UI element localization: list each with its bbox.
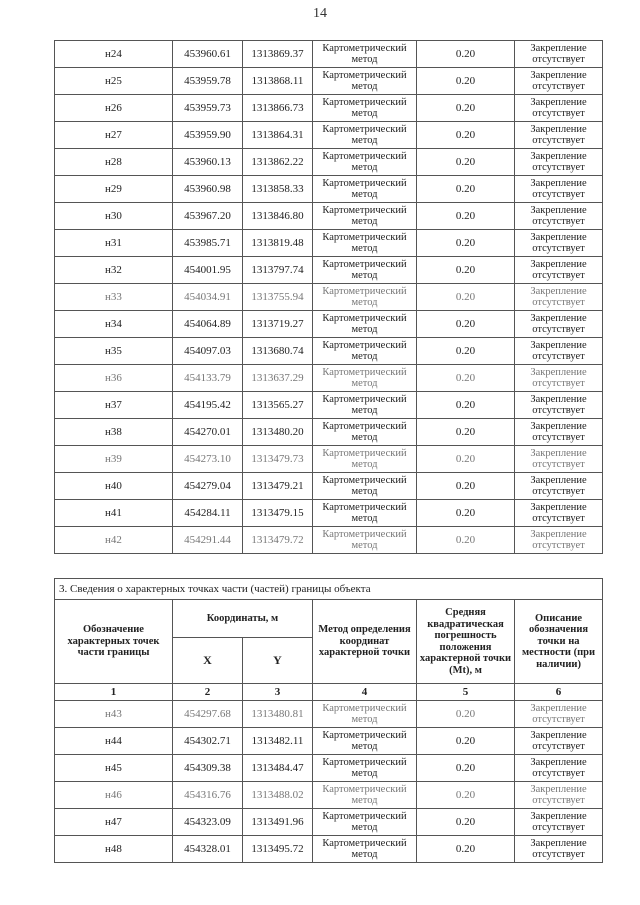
column-number: 2 — [173, 684, 243, 701]
accuracy-cell: 0.20 — [417, 95, 515, 122]
point-id: н39 — [55, 446, 173, 473]
table-row — [55, 809, 603, 836]
table-row — [55, 419, 603, 446]
point-id: н33 — [55, 284, 173, 311]
table-row — [55, 95, 603, 122]
coordinate-y: 1313637.29 — [243, 365, 313, 392]
accuracy-cell: 0.20 — [417, 311, 515, 338]
point-id: н41 — [55, 500, 173, 527]
coordinate-y: 1313479.73 — [243, 446, 313, 473]
accuracy-cell: 0.20 — [417, 122, 515, 149]
fixation-cell: Закрепление отсутствует — [515, 701, 603, 728]
table-row — [55, 41, 603, 68]
fixation-cell: Закрепление отсутствует — [515, 284, 603, 311]
coordinate-y: 1313565.27 — [243, 392, 313, 419]
fixation-cell: Закрепление отсутствует — [515, 527, 603, 554]
accuracy-cell: 0.20 — [417, 230, 515, 257]
table-row — [55, 257, 603, 284]
points-table-body — [55, 41, 603, 554]
point-id: н43 — [55, 701, 173, 728]
header-description: Описание обозначения точки на местности (при наличии) — [515, 600, 603, 684]
accuracy-cell: 0.20 — [417, 809, 515, 836]
coordinate-y: 1313869.37 — [243, 41, 313, 68]
accuracy-cell: 0.20 — [417, 782, 515, 809]
coordinate-x: 454323.09 — [173, 809, 243, 836]
table-row — [55, 527, 603, 554]
accuracy-cell: 0.20 — [417, 473, 515, 500]
method-cell: Картометрический метод — [313, 257, 417, 284]
coordinate-x: 453960.13 — [173, 149, 243, 176]
method-cell: Картометрический метод — [313, 311, 417, 338]
coordinate-x: 454328.01 — [173, 836, 243, 863]
table-row — [55, 473, 603, 500]
coordinate-x: 453985.71 — [173, 230, 243, 257]
method-cell: Картометрический метод — [313, 230, 417, 257]
method-cell: Картометрический метод — [313, 782, 417, 809]
method-cell: Картометрический метод — [313, 41, 417, 68]
method-cell: Картометрический метод — [313, 500, 417, 527]
method-cell: Картометрический метод — [313, 446, 417, 473]
column-number: 4 — [313, 684, 417, 701]
coordinate-x: 454001.95 — [173, 257, 243, 284]
coordinate-y: 1313480.20 — [243, 419, 313, 446]
coordinate-x: 453959.73 — [173, 95, 243, 122]
point-id: н26 — [55, 95, 173, 122]
coordinate-y: 1313819.48 — [243, 230, 313, 257]
method-cell: Картометрический метод — [313, 473, 417, 500]
point-id: н40 — [55, 473, 173, 500]
header-coordinates: Координаты, м — [173, 600, 313, 638]
part-boundary-points-table — [54, 578, 603, 863]
fixation-cell: Закрепление отсутствует — [515, 500, 603, 527]
table-row — [55, 68, 603, 95]
point-id: н29 — [55, 176, 173, 203]
fixation-cell: Закрепление отсутствует — [515, 728, 603, 755]
accuracy-cell: 0.20 — [417, 701, 515, 728]
column-number: 5 — [417, 684, 515, 701]
method-cell: Картометрический метод — [313, 95, 417, 122]
accuracy-cell: 0.20 — [417, 338, 515, 365]
table-row — [55, 728, 603, 755]
table-row — [55, 122, 603, 149]
method-cell: Картометрический метод — [313, 419, 417, 446]
coordinate-x: 453967.20 — [173, 203, 243, 230]
accuracy-cell: 0.20 — [417, 284, 515, 311]
coordinate-y: 1313479.15 — [243, 500, 313, 527]
header-designation: Обозначение характерных точек части границы — [55, 600, 173, 684]
method-cell: Картометрический метод — [313, 203, 417, 230]
accuracy-cell: 0.20 — [417, 446, 515, 473]
accuracy-cell: 0.20 — [417, 203, 515, 230]
fixation-cell: Закрепление отсутствует — [515, 230, 603, 257]
point-id: н25 — [55, 68, 173, 95]
table-row — [55, 338, 603, 365]
accuracy-cell: 0.20 — [417, 527, 515, 554]
coordinate-x: 453959.78 — [173, 68, 243, 95]
fixation-cell: Закрепление отсутствует — [515, 41, 603, 68]
method-cell: Картометрический метод — [313, 365, 417, 392]
fixation-cell: Закрепление отсутствует — [515, 782, 603, 809]
point-id: н46 — [55, 782, 173, 809]
fixation-cell: Закрепление отсутствует — [515, 338, 603, 365]
coordinate-x: 454284.11 — [173, 500, 243, 527]
coordinate-y: 1313491.96 — [243, 809, 313, 836]
point-id: н48 — [55, 836, 173, 863]
fixation-cell: Закрепление отсутствует — [515, 95, 603, 122]
coordinate-x: 454064.89 — [173, 311, 243, 338]
table-row — [55, 755, 603, 782]
part-points-body — [55, 701, 603, 863]
fixation-cell: Закрепление отсутствует — [515, 176, 603, 203]
column-number-row — [55, 684, 603, 701]
coordinate-x: 454133.79 — [173, 365, 243, 392]
method-cell: Картометрический метод — [313, 755, 417, 782]
method-cell: Картометрический метод — [313, 338, 417, 365]
coordinate-y: 1313797.74 — [243, 257, 313, 284]
section-title: 3. Сведения о характерных точках части (частей) границы объекта — [55, 579, 603, 600]
method-cell: Картометрический метод — [313, 284, 417, 311]
fixation-cell: Закрепление отсутствует — [515, 257, 603, 284]
coordinate-y: 1313866.73 — [243, 95, 313, 122]
fixation-cell: Закрепление отсутствует — [515, 755, 603, 782]
coordinate-x: 454302.71 — [173, 728, 243, 755]
accuracy-cell: 0.20 — [417, 41, 515, 68]
coordinate-y: 1313868.11 — [243, 68, 313, 95]
table-row — [55, 176, 603, 203]
coordinate-y: 1313755.94 — [243, 284, 313, 311]
coordinate-y: 1313479.72 — [243, 527, 313, 554]
method-cell: Картометрический метод — [313, 836, 417, 863]
fixation-cell: Закрепление отсутствует — [515, 365, 603, 392]
table-row — [55, 284, 603, 311]
coordinate-x: 454034.91 — [173, 284, 243, 311]
points-table-continued — [54, 40, 603, 554]
method-cell: Картометрический метод — [313, 527, 417, 554]
fixation-cell: Закрепление отсутствует — [515, 203, 603, 230]
coordinate-y: 1313719.27 — [243, 311, 313, 338]
point-id: н28 — [55, 149, 173, 176]
header-accuracy: Средняя квадратическая погрешность положения характерной точки (Mt), м — [417, 600, 515, 684]
point-id: н37 — [55, 392, 173, 419]
method-cell: Картометрический метод — [313, 122, 417, 149]
page-number: 14 — [313, 6, 327, 21]
column-number: 6 — [515, 684, 603, 701]
coordinate-x: 454279.04 — [173, 473, 243, 500]
point-id: н44 — [55, 728, 173, 755]
coordinate-y: 1313862.22 — [243, 149, 313, 176]
header-y: Y — [243, 638, 313, 684]
coordinate-x: 453959.90 — [173, 122, 243, 149]
fixation-cell: Закрепление отсутствует — [515, 809, 603, 836]
point-id: н42 — [55, 527, 173, 554]
method-cell: Картометрический метод — [313, 68, 417, 95]
coordinate-x: 454309.38 — [173, 755, 243, 782]
coordinate-y: 1313864.31 — [243, 122, 313, 149]
coordinate-x: 454270.01 — [173, 419, 243, 446]
point-id: н24 — [55, 41, 173, 68]
method-cell: Картометрический метод — [313, 809, 417, 836]
method-cell: Картометрический метод — [313, 149, 417, 176]
accuracy-cell: 0.20 — [417, 500, 515, 527]
fixation-cell: Закрепление отсутствует — [515, 836, 603, 863]
accuracy-cell: 0.20 — [417, 149, 515, 176]
fixation-cell: Закрепление отсутствует — [515, 446, 603, 473]
table-row — [55, 701, 603, 728]
table-row — [55, 230, 603, 257]
point-id: н36 — [55, 365, 173, 392]
accuracy-cell: 0.20 — [417, 257, 515, 284]
table-row — [55, 149, 603, 176]
fixation-cell: Закрепление отсутствует — [515, 419, 603, 446]
point-id: н32 — [55, 257, 173, 284]
header-x: X — [173, 638, 243, 684]
coordinate-y: 1313480.81 — [243, 701, 313, 728]
point-id: н45 — [55, 755, 173, 782]
point-id: н38 — [55, 419, 173, 446]
fixation-cell: Закрепление отсутствует — [515, 149, 603, 176]
coordinate-y: 1313846.80 — [243, 203, 313, 230]
table-row — [55, 392, 603, 419]
accuracy-cell: 0.20 — [417, 68, 515, 95]
fixation-cell: Закрепление отсутствует — [515, 473, 603, 500]
coordinate-x: 454291.44 — [173, 527, 243, 554]
coordinate-y: 1313479.21 — [243, 473, 313, 500]
table-row — [55, 500, 603, 527]
coordinate-x: 453960.61 — [173, 41, 243, 68]
fixation-cell: Закрепление отсутствует — [515, 122, 603, 149]
coordinate-x: 454273.10 — [173, 446, 243, 473]
coordinate-y: 1313484.47 — [243, 755, 313, 782]
table-row — [55, 311, 603, 338]
header-method: Метод определения координат характерной точки — [313, 600, 417, 684]
column-number: 1 — [55, 684, 173, 701]
method-cell: Картометрический метод — [313, 728, 417, 755]
point-id: н31 — [55, 230, 173, 257]
method-cell: Картометрический метод — [313, 176, 417, 203]
point-id: н27 — [55, 122, 173, 149]
accuracy-cell: 0.20 — [417, 176, 515, 203]
fixation-cell: Закрепление отсутствует — [515, 68, 603, 95]
coordinate-y: 1313858.33 — [243, 176, 313, 203]
fixation-cell: Закрепление отсутствует — [515, 311, 603, 338]
table-row — [55, 365, 603, 392]
table-row — [55, 446, 603, 473]
point-id: н35 — [55, 338, 173, 365]
accuracy-cell: 0.20 — [417, 392, 515, 419]
accuracy-cell: 0.20 — [417, 728, 515, 755]
coordinate-y: 1313680.74 — [243, 338, 313, 365]
coordinate-y: 1313495.72 — [243, 836, 313, 863]
table-row — [55, 203, 603, 230]
accuracy-cell: 0.20 — [417, 755, 515, 782]
table-row — [55, 782, 603, 809]
coordinate-x: 454097.03 — [173, 338, 243, 365]
coordinate-x: 453960.98 — [173, 176, 243, 203]
method-cell: Картометрический метод — [313, 392, 417, 419]
accuracy-cell: 0.20 — [417, 419, 515, 446]
table-row — [55, 836, 603, 863]
point-id: н34 — [55, 311, 173, 338]
fixation-cell: Закрепление отсутствует — [515, 392, 603, 419]
column-number: 3 — [243, 684, 313, 701]
accuracy-cell: 0.20 — [417, 836, 515, 863]
coordinate-x: 454195.42 — [173, 392, 243, 419]
method-cell: Картометрический метод — [313, 701, 417, 728]
coordinate-x: 454316.76 — [173, 782, 243, 809]
coordinate-x: 454297.68 — [173, 701, 243, 728]
coordinate-y: 1313482.11 — [243, 728, 313, 755]
point-id: н47 — [55, 809, 173, 836]
point-id: н30 — [55, 203, 173, 230]
coordinate-y: 1313488.02 — [243, 782, 313, 809]
accuracy-cell: 0.20 — [417, 365, 515, 392]
